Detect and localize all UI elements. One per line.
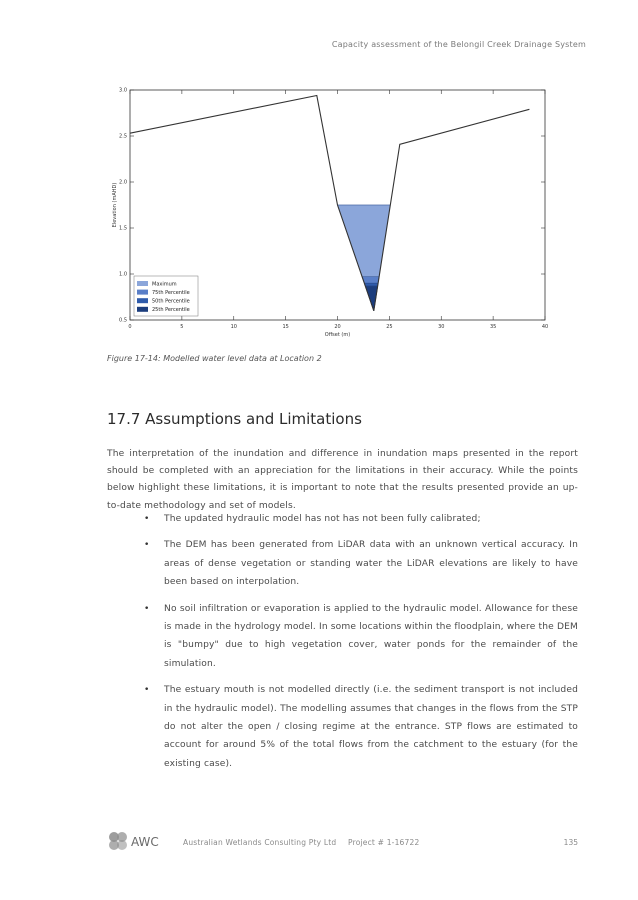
section-heading: 17.7 Assumptions and Limitations bbox=[107, 410, 362, 428]
chart-svg bbox=[104, 78, 554, 340]
list-item-text: The DEM has been generated from LiDAR data with an unknown vertical accuracy. In areas of dense vegetation or standing water the LiDAR elevations are likely to have been based on interpolation. bbox=[164, 540, 578, 588]
x-tick-label: 10 bbox=[230, 324, 237, 330]
logo-mark-icon bbox=[107, 830, 129, 852]
x-tick-label: 30 bbox=[438, 324, 445, 330]
legend-swatch bbox=[137, 281, 148, 286]
x-tick-label: 25 bbox=[386, 324, 393, 330]
footer-company: Australian Wetlands Consulting Pty Ltd bbox=[183, 838, 337, 847]
legend-swatch bbox=[137, 307, 148, 312]
x-tick-label: 0 bbox=[128, 324, 132, 330]
limitations-list bbox=[140, 510, 578, 781]
y-tick-label: 0.5 bbox=[119, 317, 127, 324]
page-footer bbox=[107, 830, 578, 854]
awc-logo bbox=[107, 830, 167, 854]
x-tick-label: 20 bbox=[334, 324, 341, 330]
y-tick-label: 3.0 bbox=[119, 87, 127, 94]
y-tick-label: 1.5 bbox=[119, 225, 127, 232]
list-item bbox=[140, 600, 578, 674]
x-tick-label: 35 bbox=[489, 324, 497, 330]
bullet-icon: • bbox=[144, 540, 150, 551]
footer-project: Project # 1-16722 bbox=[348, 838, 420, 847]
legend-swatch bbox=[137, 298, 148, 303]
legend-label: Maximum bbox=[152, 281, 177, 288]
x-tick-label: 15 bbox=[282, 324, 289, 330]
list-item-text: No soil infiltration or evaporation is applied to the hydraulic model. Allowance for these is made in the hydrology model. In some locations within the floodplain, where the DEM is "bumpy" due to high vegetation cover, water ponds for the remainder of the simulation. bbox=[164, 603, 578, 669]
list-item bbox=[140, 510, 578, 528]
y-axis-label: Elevation (mAHD) bbox=[112, 182, 118, 228]
header-title: Capacity assessment of the Belongil Creek Drainage System bbox=[331, 40, 586, 49]
logo-text: AWC bbox=[131, 835, 159, 849]
y-tick-label: 2.0 bbox=[119, 179, 127, 186]
legend-swatch bbox=[137, 290, 148, 295]
y-tick-label: 1.0 bbox=[119, 271, 127, 278]
plot-area bbox=[112, 88, 548, 338]
x-tick-label: 5 bbox=[180, 324, 184, 330]
list-item bbox=[140, 681, 578, 773]
chart-legend bbox=[134, 276, 198, 316]
y-tick-label: 2.5 bbox=[119, 133, 127, 140]
page-number: 135 bbox=[563, 838, 578, 847]
list-item-text: The estuary mouth is not modelled directly (i.e. the sediment transport is not included in the hydraulic model). The modelling assumes that changes in the flows from the STP do not alter the open / closing regime at the entrance. STP flows are estimated to account for around 5% of the total flows from the catchment to the estuary (for the existing case). bbox=[164, 685, 578, 769]
list-item bbox=[140, 536, 578, 591]
water-level-chart bbox=[104, 78, 554, 340]
figure-caption: Figure 17-14: Modelled water level data at Location 2 bbox=[107, 354, 322, 363]
x-tick-label: 40 bbox=[541, 324, 549, 330]
bullet-icon: • bbox=[144, 685, 150, 696]
list-item-text: The updated hydraulic model has not has not been fully calibrated; bbox=[164, 514, 481, 524]
legend-label: 25th Percentile bbox=[152, 307, 190, 314]
intro-paragraph: The interpretation of the inundation and difference in inundation maps presented in the report should be completed with an appreciation for the limitations in their accuracy. While the points below highlight these limitations, it is important to note that the results presented provide an up-to-date methodology and set of models. bbox=[107, 449, 578, 511]
bullet-icon: • bbox=[144, 603, 150, 614]
legend-label: 75th Percentile bbox=[152, 290, 190, 296]
x-axis-label: Offset (m) bbox=[324, 332, 351, 338]
bullet-icon: • bbox=[144, 514, 150, 524]
legend-label: 50th Percentile bbox=[152, 298, 190, 305]
